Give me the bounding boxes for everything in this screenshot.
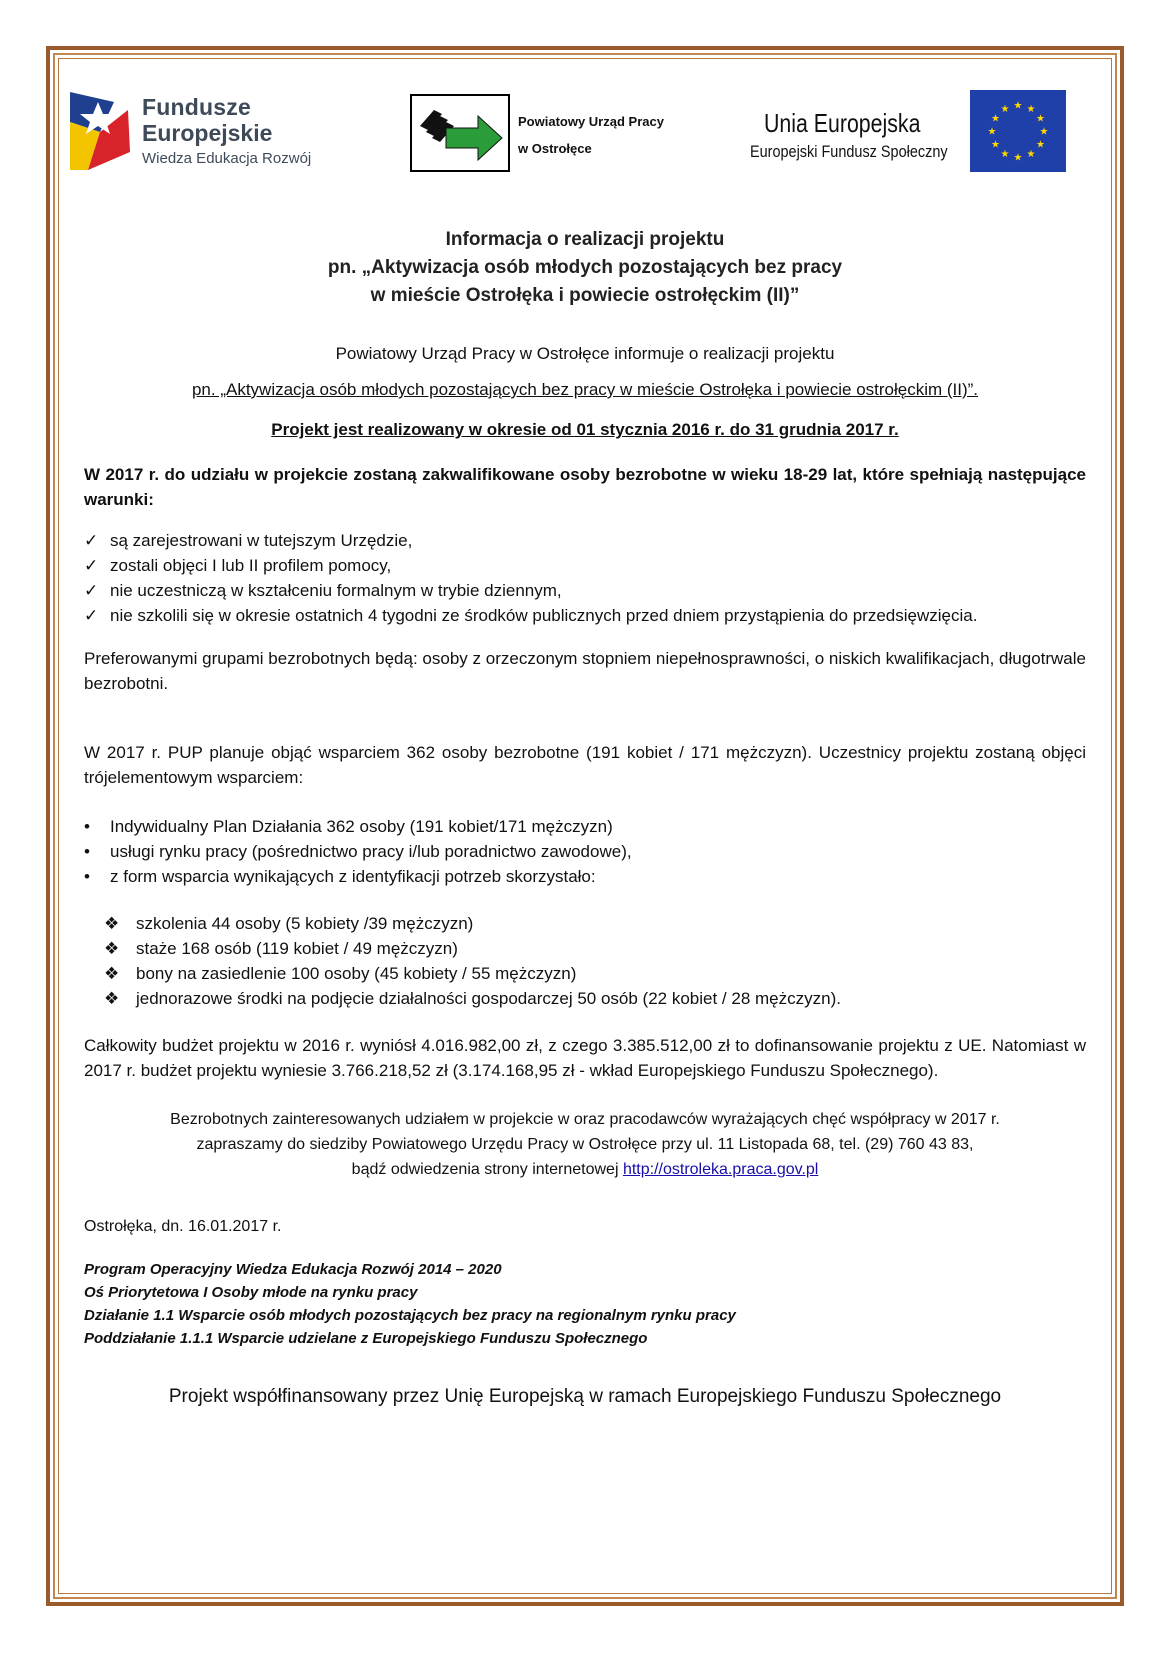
pup-arrow-icon (410, 94, 510, 172)
unia-europejska-logo (752, 90, 1082, 180)
pup-logo-line1: Powiatowy Urząd Pracy (518, 114, 664, 129)
ue-logo-line2: Europejski Fundusz Społeczny (750, 142, 948, 161)
checkmark-icon: ✓ (84, 581, 99, 600)
support-forms-list (84, 911, 1086, 1011)
checkmark-icon: ✓ (84, 556, 99, 575)
pup-logo (410, 94, 680, 174)
website-link[interactable]: http://ostroleka.praca.gov.pl (622, 1161, 819, 1178)
program-line-1: Program Operacyjny Wiedza Edukacja Rozwój 2014 – 2020 (84, 1261, 502, 1278)
eu-star-icon: ★ (990, 113, 1000, 125)
list-item: ✓ nie szkolili się w okresie ostatnich 4 tygodni ze środków publicznych przed dniem przystąpienia do przedsięwzięcia. (84, 603, 1086, 628)
list-item: • z form wsparcia wynikających z identyfikacji potrzeb skorzystało: (84, 864, 1086, 889)
pup-logo-line2: w Ostrołęce (518, 141, 592, 156)
eligibility-intro: W 2017 r. do udziału w projekcie zostaną zakwalifikowane osoby bezrobotne w wieku 18-29 lat, które spełniają następujące warunki: (84, 465, 1086, 509)
invitation-line-1: Bezrobotnych zainteresowanych udziałem w projekcie w oraz pracodawców wyrażających chęć współpracy w 2017 r. (170, 1111, 1000, 1128)
program-line-4: Poddziałanie 1.1.1 Wsparcie udzielane z Europejskiego Funduszu Społecznego (84, 1330, 648, 1347)
list-item: ❖ bony na zasiedlenie 100 osoby (45 kobiety / 55 mężczyzn) (84, 961, 1086, 986)
ue-logo-line1: Unia Europejska (764, 108, 921, 138)
bullet-icon: • (84, 817, 90, 836)
list-item: ❖ szkolenia 44 osoby (5 kobiety /39 mężczyzn) (84, 911, 1086, 936)
project-period: Projekt jest realizowany w okresie od 01 stycznia 2016 r. do 31 grudnia 2017 r. (271, 420, 899, 439)
checkmark-icon: ✓ (84, 606, 99, 625)
fe-logo-line1: Fundusze (142, 94, 251, 120)
fundusze-europejskie-logo (70, 92, 340, 182)
eu-star-icon: ★ (1036, 139, 1046, 151)
list-item: ✓ są zarejestrowani w tutejszym Urzędzie, (84, 528, 1086, 553)
intro-text: Powiatowy Urząd Pracy w Ostrołęce informuje o realizacji projektu (335, 344, 835, 363)
diamond-bullet-icon: ❖ (104, 939, 120, 958)
eu-star-icon: ★ (1000, 103, 1010, 115)
title-line-2: pn. „Aktywizacja osób młodych pozostających bez pracy (327, 257, 843, 278)
budget-info: Całkowity budżet projektu w 2016 r. wyniósł 4.016.982,00 zł, z czego 3.385.512,00 zł to dofinansowanie projektu z UE. Natomiast w 2017 r. budżet projektu wyniesie 3.766.218,52 zł (3.174.168,95 zł - wkład Europejskiego Funduszu Społecznego). (84, 1036, 1086, 1080)
eu-star-icon: ★ (1036, 113, 1046, 125)
support-plan: W 2017 r. PUP planuje objąć wsparciem 362 osoby bezrobotne (191 kobiet / 171 mężczyzn). Uczestnicy projektu zostaną objęci trójelementowym wsparciem: (84, 743, 1086, 787)
program-info (84, 1258, 1086, 1350)
date-line: Ostrołęka, dn. 16.01.2017 r. (84, 1218, 282, 1235)
title-line-1: Informacja o realizacji projektu (445, 229, 725, 250)
diamond-bullet-icon: ❖ (104, 914, 120, 933)
fe-logo-line2: Europejskie (142, 120, 273, 146)
bullet-icon: • (84, 867, 90, 886)
eu-star-icon: ★ (1026, 103, 1036, 115)
eu-star-icon: ★ (1013, 100, 1023, 112)
fe-logo-line3: Wiedza Edukacja Rozwój (142, 150, 312, 167)
list-item: • Indywidualny Plan Działania 362 osoby (191 kobiet/171 mężczyzn) (84, 814, 1086, 839)
preferred-groups: Preferowanymi grupami bezrobotnych będą: osoby z orzeczonym stopniem niepełnosprawności, o niskich kwalifikacjach, długotrwale bezrobotni. (84, 649, 1086, 693)
invitation (84, 1107, 1086, 1182)
support-elements-list (84, 814, 1086, 889)
list-item: ✓ zostali objęci I lub II profilem pomocy, (84, 553, 1086, 578)
eu-star-icon: ★ (1039, 126, 1049, 138)
list-item: ✓ nie uczestniczą w kształceniu formalnym w trybie dziennym, (84, 578, 1086, 603)
list-item: ❖ staże 168 osób (119 kobiet / 49 mężczyzn) (84, 936, 1086, 961)
title-line-3: w mieście Ostrołęka i powiecie ostrołęckim (II)” (370, 285, 800, 306)
checkmark-icon: ✓ (84, 531, 99, 550)
invitation-line-2: zapraszamy do siedziby Powiatowego Urzędu Pracy w Ostrołęce przy ul. 11 Listopada 68, tel. (29) 760 43 83, (196, 1136, 974, 1153)
eu-star-icon: ★ (1013, 152, 1023, 164)
fundusze-europejskie-icon (70, 92, 130, 172)
invitation-line-3: bądź odwiedzenia strony internetowej http://ostroleka.praca.gov.pl (351, 1161, 819, 1178)
eu-star-icon: ★ (987, 126, 997, 138)
bullet-icon: • (84, 842, 90, 861)
project-name: pn. „Aktywizacja osób młodych pozostających bez pracy w mieście Ostrołęka i powiecie ostrołęckim (II)”. (191, 380, 979, 399)
eu-flag-icon (970, 90, 1066, 172)
logo-header (84, 84, 1086, 194)
eu-star-icon: ★ (1026, 149, 1036, 161)
list-item: • usługi rynku pracy (pośrednictwo pracy i/lub poradnictwo zawodowe), (84, 839, 1086, 864)
eu-star-icon: ★ (990, 139, 1000, 151)
diamond-bullet-icon: ❖ (104, 989, 120, 1008)
program-line-3: Działanie 1.1 Wsparcie osób młodych pozostających bez pracy na regionalnym rynku pracy (84, 1307, 736, 1324)
document-title (84, 226, 1086, 310)
list-item: ❖ jednorazowe środki na podjęcie działalności gospodarczej 50 osób (22 kobiet / 28 mężczyzn). (84, 986, 1086, 1011)
conditions-list (84, 528, 1086, 628)
document-content (84, 84, 1086, 1408)
eu-star-icon: ★ (1000, 149, 1010, 161)
diamond-bullet-icon: ❖ (104, 964, 120, 983)
cofinancing-footer: Projekt współfinansowany przez Unię Europejską w ramach Europejskiego Funduszu Społecznego (168, 1386, 1002, 1407)
program-line-2: Oś Priorytetowa I Osoby młode na rynku pracy (84, 1284, 418, 1301)
